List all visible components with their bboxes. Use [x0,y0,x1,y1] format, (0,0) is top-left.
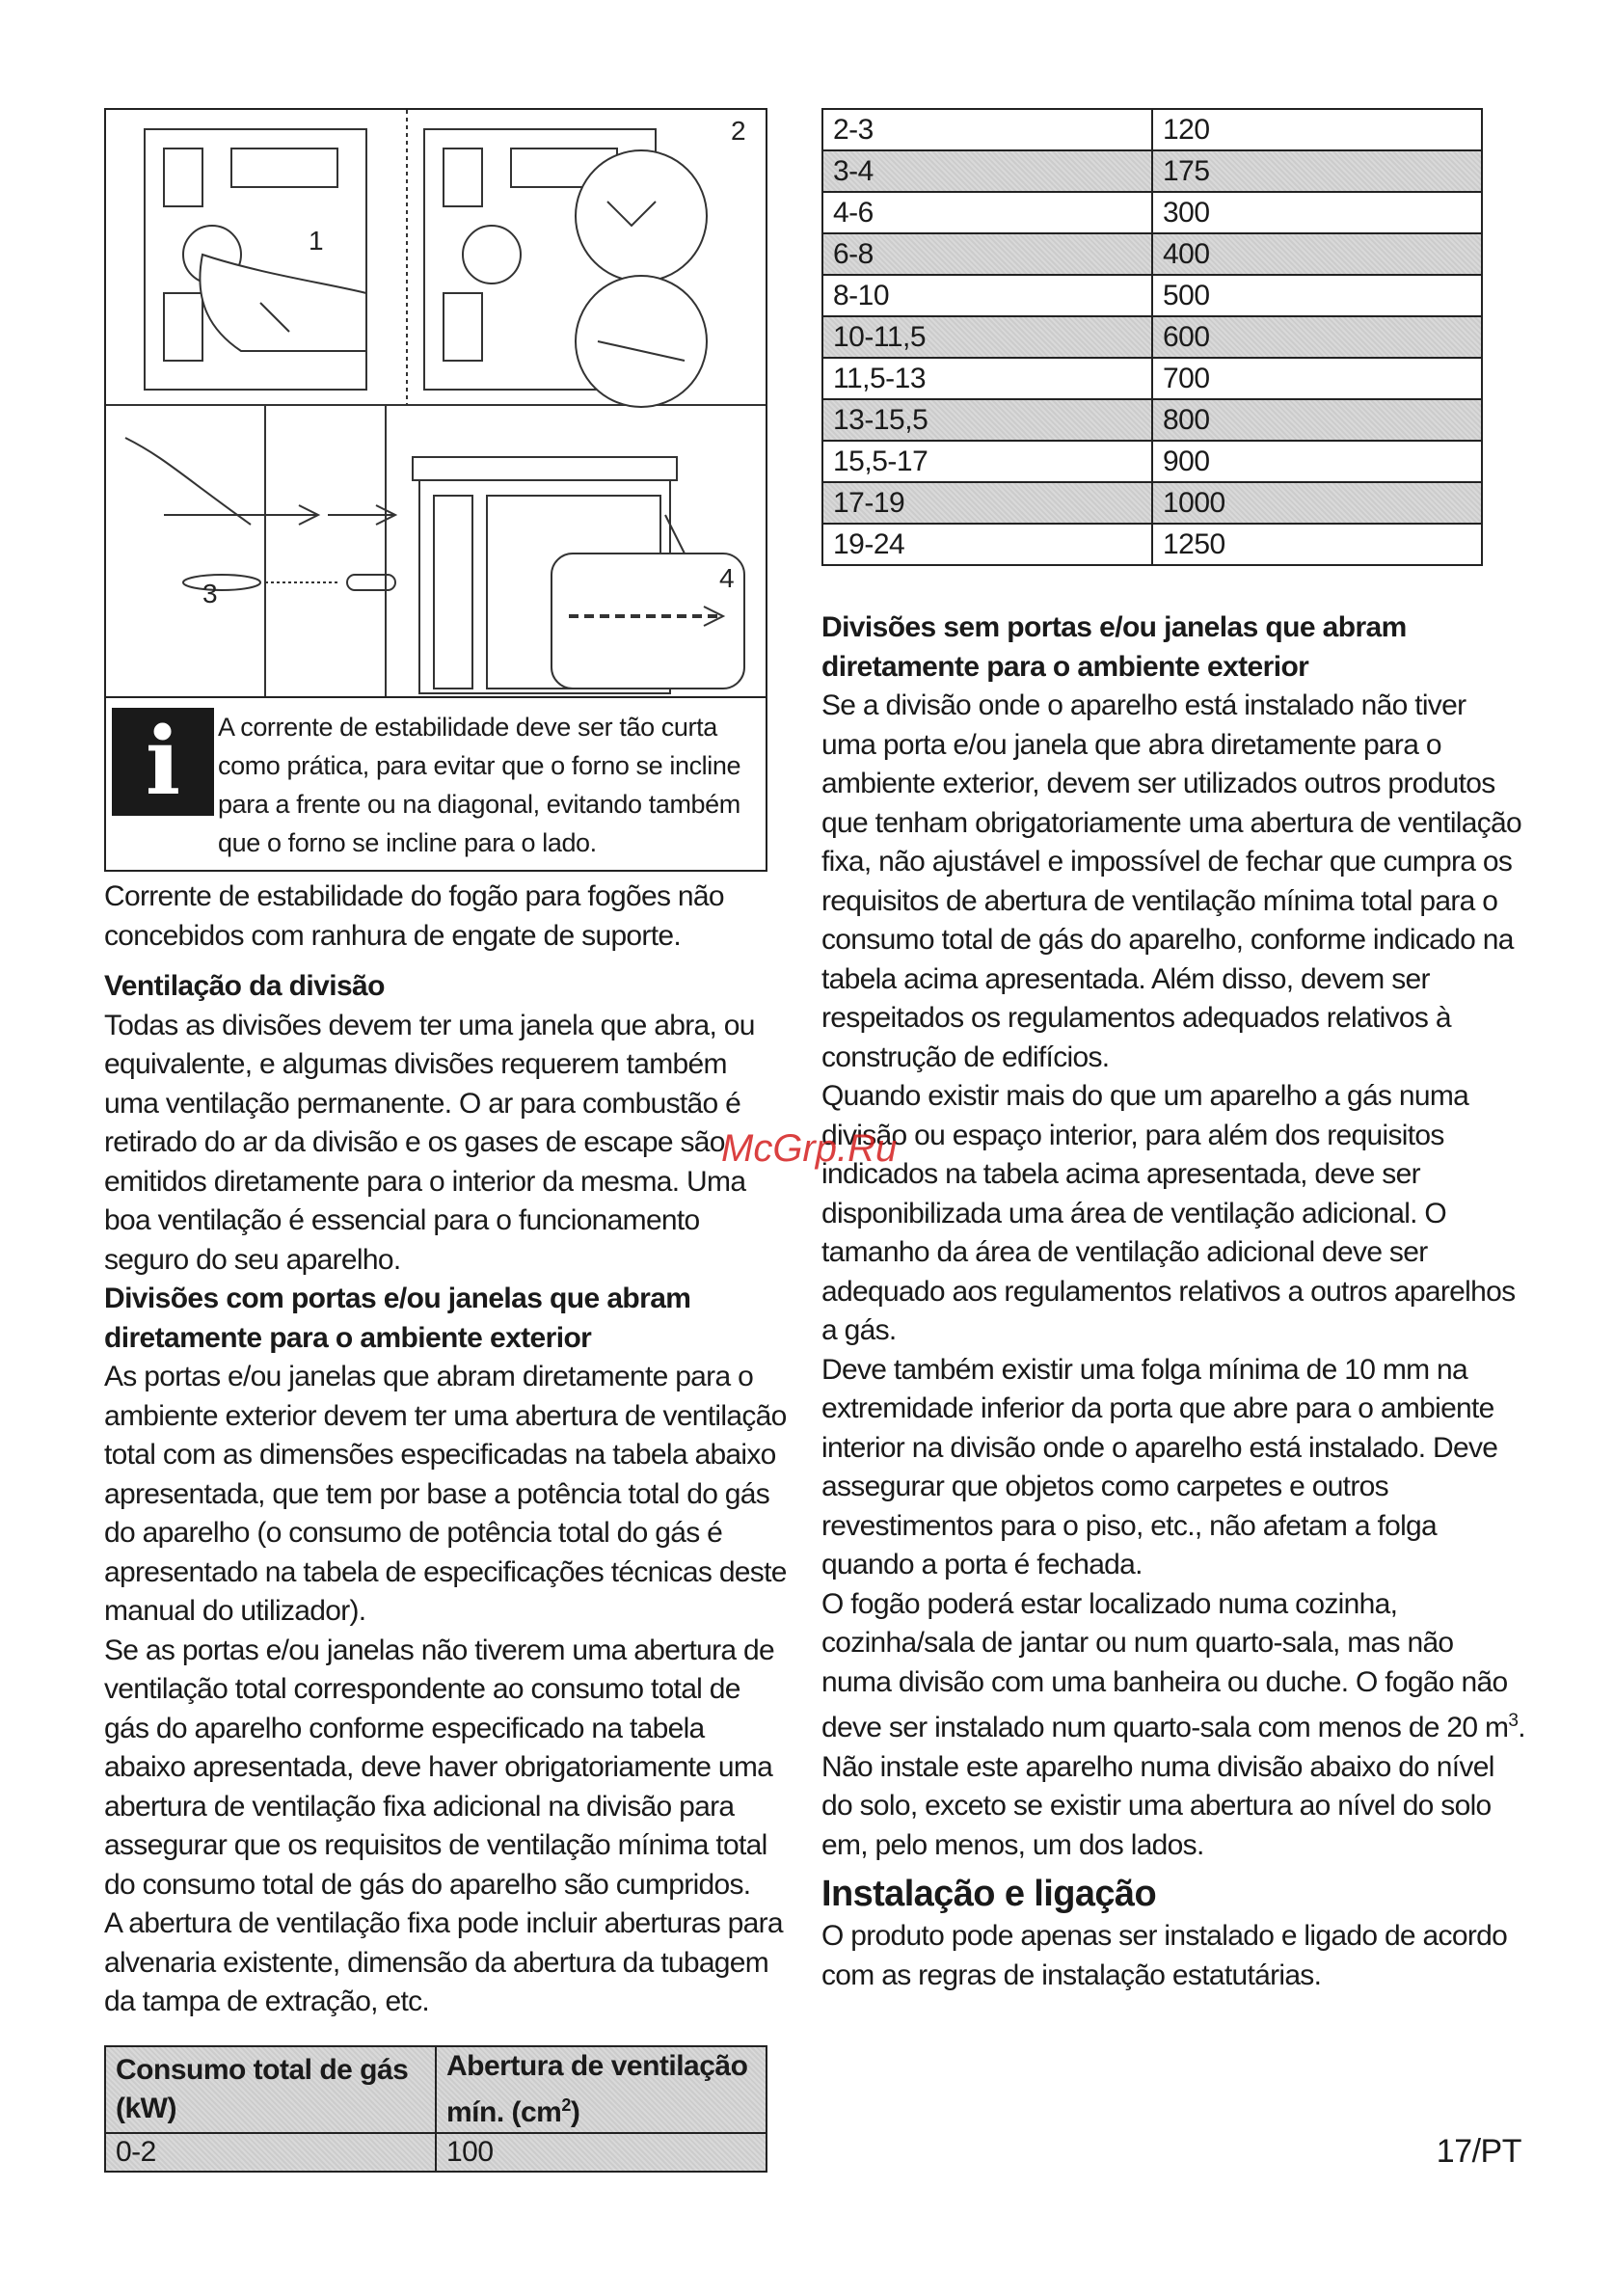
with-doors-paragraph-1: As portas e/ou janelas que abram diretamente para o ambiente exterior devem ter uma abertura de ventilação total com as dimensões especificadas na tabela abaixo apresentada, que tem por base a potência total do gás do aparelho (o consumo de potência total do gás é apresentado na tabela de especificações técnicas deste manual do utilizador). [104,1361,787,1627]
table-row [822,275,1482,316]
header-gas-consumption: Consumo total de gás (kW) [105,2046,436,2133]
with-doors-paragraph-2: Se as portas e/ou janelas não tiverem uma abertura de ventilação total correspondente ao consumo total de gás do aparelho conforme especificado na tabela abaixo apresentada, deve haver obrigatoriamente uma abertura de ventilação fixa adicional na divisão para assegurar que os requisitos de ventilação mínima total do consumo total de gás do aparelho são cumpridos. [104,1634,774,1901]
info-glyph: i [145,707,181,816]
table-cell-range: 2-3 [822,109,1152,150]
info-icon [112,708,214,816]
table-row [822,399,1482,441]
info-note-text: A corrente de estabilidade deve ser tão curta como prática, para evitar que o forno se incline para a frente ou na diagonal, evitando também que o forno se incline para o lado. [218,713,741,857]
door-gap-paragraph: Deve também existir uma folga mínima de 10 mm na extremidade inferior da porta que abre para o ambiente interior na divisão onde o aparelho está instalado. Deve assegurar que objetos como carpetes e outros revestimentos para o piso, etc., não afetam a folga quando a porta é fechada. [821,1353,1498,1580]
table-cell-value: 175 [1152,150,1482,192]
table-row [105,2133,767,2172]
table-cell-value: 120 [1152,109,1482,150]
table-cell-value: 300 [1152,192,1482,233]
header-min-opening: Abertura de ventilação mín. $(cm^2)$ [436,2046,767,2133]
table-cell-value: 500 [1152,275,1482,316]
watermark: McGrp.Ru [721,1127,898,1170]
table-row [822,482,1482,524]
figure-label-1: 1 [309,226,324,256]
with-doors-paragraph-3: A abertura de ventilação fixa pode incluir aberturas para alvenaria existente, dimensão da abertura da tubagem da tampa de extração, etc. [104,1907,783,2017]
table-cell-range: 3-4 [822,150,1152,192]
table-cell-range: 6-8 [822,233,1152,275]
table-row [822,109,1482,150]
ventilation-rate-table [821,108,1483,566]
installation-heading: Instalação e ligação [821,1874,1157,1914]
table-row [822,316,1482,358]
table-cell-value: 1250 [1152,524,1482,565]
oven-installation-illustration [106,110,767,698]
without-doors-paragraph: Se a divisão onde o aparelho está instalado não tiver uma porta e/ou janela que abra diretamente para o ambiente exterior, devem ser utilizados outros produtos que tenham obrigatoriamente uma abertura de ventilação fixa, não ajustável e impossível de fechar que cumpra os requisitos de abertura de ventilação mínima total para o consumo total de gás do aparelho, conforme indicado na tabela acima apresentada. Além disso, devem ser respeitados os regulamentos adequados relativos à construção de edifícios. [821,689,1522,1073]
basement-paragraph: Não instale este aparelho numa divisão abaixo do nível do solo, exceto se existir uma abertura ao nível do solo em, pelo menos, um dos lados. [821,1750,1494,1861]
table-cell-value: 800 [1152,399,1482,441]
table-cell-range: 13-15,5 [822,399,1152,441]
figure-label-3: 3 [202,579,218,608]
with-doors-heading: Divisões com portas e/ou janelas que abram diretamente para o ambiente exterior [104,1283,691,1354]
table-cell-value: 1000 [1152,482,1482,524]
table-cell-range: 4-6 [822,192,1152,233]
table-row [822,150,1482,192]
table-row [822,192,1482,233]
left-column [104,108,787,2173]
figure-label-4: 4 [719,563,735,593]
stability-chain-paragraph: Corrente de estabilidade do fogão para fogões não concebidos com ranhura de engate de suporte. [104,880,724,952]
table-cell-value: 400 [1152,233,1482,275]
table-row [822,441,1482,482]
table-cell-range: 10-11,5 [822,316,1152,358]
ventilation-table [104,2045,767,2173]
table-cell-range: 8-10 [822,275,1152,316]
table-cell-range: 0-2 [105,2133,436,2172]
installation-figure [104,108,767,698]
table-cell-value: 600 [1152,316,1482,358]
table-cell-value: 900 [1152,441,1482,482]
table-cell-range: 15,5-17 [822,441,1152,482]
ventilation-paragraph: Todas as divisões devem ter uma janela que abra, ou equivalente, e algumas divisões requerem também uma ventilação permanente. O ar para combustão é retirado do ar da divisão e os gases de escape são emitidos diretamente para o interior da mesma. Uma boa ventilação é essencial para o funcionamento seguro do seu aparelho. [104,1009,755,1276]
location-paragraph: O fogão poderá estar localizado numa cozinha, cozinha/sala de jantar ou num quarto-sala, mas não numa divisão com uma banheira ou duche. O fogão não deve ser instalado num quarto-sala com menos de 20 $m^3$. [821,1587,1525,1743]
figure-label-2: 2 [731,116,746,146]
info-note [104,696,767,872]
table-cell-range: 19-24 [822,524,1152,565]
without-doors-heading: Divisões sem portas e/ou janelas que abram diretamente para o ambiente exterior [821,611,1407,683]
table-cell-value: 700 [1152,358,1482,399]
right-column [821,108,1525,1995]
ventilation-heading: Ventilação da divisão [104,970,385,1002]
table-cell-range: 17-19 [822,482,1152,524]
table-header-row [105,2046,767,2133]
page-number: 17/PT [1436,2133,1521,2170]
multiple-appliances-paragraph: Quando existir mais do que um aparelho a gás numa divisão ou espaço interior, para além dos requisitos indicados na tabela acima apresentada, deve ser disponibilizada uma área de ventilação adicional. O tamanho da área de ventilação adicional deve ser adequado aos regulamentos relativos a outros aparelhos a gás. [821,1080,1516,1346]
table-row [822,233,1482,275]
table-cell-range: 11,5-13 [822,358,1152,399]
table-row [822,358,1482,399]
table-row [822,524,1482,565]
installation-paragraph: O produto pode apenas ser instalado e ligado de acordo com as regras de instalação estatutárias. [821,1920,1508,1991]
table-cell-value: 100 [436,2133,767,2172]
